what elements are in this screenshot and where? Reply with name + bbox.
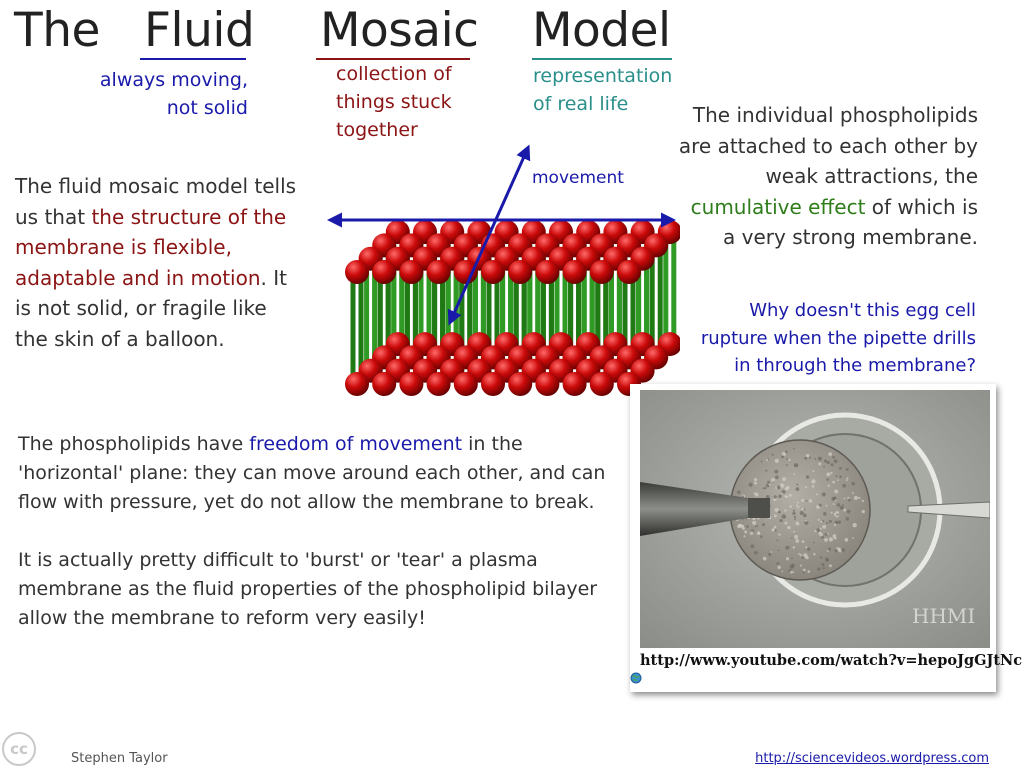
phospholipid-head bbox=[345, 372, 369, 396]
cytoplasm-granule bbox=[805, 520, 807, 522]
phospholipid-head bbox=[617, 260, 641, 284]
cytoplasm-granule bbox=[793, 448, 795, 450]
cytoplasm-granule bbox=[842, 484, 846, 488]
cytoplasm-granule bbox=[826, 478, 829, 481]
cytoplasm-granule bbox=[760, 535, 763, 538]
cytoplasm-granule bbox=[819, 533, 823, 537]
cytoplasm-granule bbox=[828, 452, 832, 456]
cytoplasm-granule bbox=[797, 505, 800, 508]
cytoplasm-granule bbox=[821, 563, 824, 566]
cytoplasm-granule bbox=[822, 525, 826, 529]
attraction-description bbox=[676, 100, 978, 253]
cytoplasm-granule bbox=[800, 511, 804, 515]
cytoplasm-granule bbox=[804, 508, 806, 510]
cytoplasm-granule bbox=[796, 522, 800, 526]
cytoplasm-granule bbox=[787, 526, 791, 530]
cytoplasm-granule bbox=[751, 544, 755, 548]
cytoplasm-granule bbox=[803, 571, 805, 573]
cytoplasm-granule bbox=[827, 550, 829, 552]
cytoplasm-granule bbox=[817, 567, 820, 570]
cytoplasm-granule bbox=[830, 472, 832, 474]
cytoplasm-granule bbox=[755, 493, 759, 497]
cytoplasm-granule bbox=[852, 537, 854, 539]
cytoplasm-granule bbox=[833, 503, 835, 505]
phospholipid-head bbox=[481, 372, 505, 396]
cytoplasm-granule bbox=[767, 481, 770, 484]
cytoplasm-granule bbox=[820, 556, 822, 558]
phospholipid-head bbox=[535, 260, 559, 284]
cytoplasm-granule bbox=[791, 557, 793, 559]
egg-cell-video-panel[interactable] bbox=[630, 384, 1023, 692]
phospholipid-head bbox=[508, 260, 532, 284]
cytoplasm-granule bbox=[778, 511, 781, 514]
cytoplasm-granule bbox=[782, 477, 786, 481]
cytoplasm-granule bbox=[843, 509, 846, 512]
cytoplasm-granule bbox=[793, 571, 795, 573]
cytoplasm-granule bbox=[801, 499, 804, 502]
cytoplasm-granule bbox=[807, 547, 811, 551]
cytoplasm-granule bbox=[831, 512, 833, 514]
description-tail: . It is not solid, or fragile like the skin of a balloon. bbox=[15, 265, 287, 351]
cytoplasm-granule bbox=[784, 522, 787, 525]
cytoplasm-granule bbox=[825, 533, 828, 536]
phospholipid-tail bbox=[351, 272, 356, 384]
fluid-subtitle bbox=[60, 66, 248, 122]
cytoplasm-granule bbox=[794, 516, 796, 518]
cytoplasm-granule bbox=[777, 485, 781, 489]
cytoplasm-granule bbox=[794, 463, 798, 467]
attraction-highlight: cumulative effect bbox=[690, 194, 866, 219]
cytoplasm-granule bbox=[809, 457, 811, 459]
description-lead: The fluid mosaic model tells us that bbox=[15, 174, 297, 229]
cytoplasm-granule bbox=[805, 486, 807, 488]
cytoplasm-granule bbox=[793, 473, 795, 475]
cytoplasm-granule bbox=[794, 535, 798, 539]
cytoplasm-granule bbox=[813, 542, 815, 544]
cytoplasm-granule bbox=[801, 508, 803, 510]
cytoplasm-granule bbox=[832, 456, 835, 459]
cytoplasm-granule bbox=[769, 484, 771, 486]
cytoplasm-granule bbox=[828, 485, 830, 487]
cytoplasm-granule bbox=[784, 516, 786, 518]
cytoplasm-granule bbox=[820, 521, 822, 523]
cytoplasm-granule bbox=[755, 526, 757, 528]
phospholipid-head bbox=[372, 372, 396, 396]
cytoplasm-granule bbox=[781, 455, 784, 458]
cytoplasm-granule bbox=[790, 571, 793, 574]
cytoplasm-granule bbox=[766, 459, 768, 461]
cytoplasm-granule bbox=[826, 472, 830, 476]
cytoplasm-granule bbox=[854, 496, 858, 500]
cytoplasm-granule bbox=[782, 571, 784, 573]
cytoplasm-granule bbox=[796, 484, 798, 486]
movement-label: movement bbox=[532, 168, 624, 188]
cytoplasm-granule bbox=[804, 457, 807, 460]
egg-cell-question: Why doesn't this egg cell rupture when the pipette drills in through the membrane? bbox=[700, 300, 976, 376]
cytoplasm-granule bbox=[786, 464, 788, 466]
cytoplasm-granule bbox=[746, 525, 749, 528]
cytoplasm-granule bbox=[823, 567, 825, 569]
cytoplasm-granule bbox=[846, 479, 848, 481]
cytoplasm-granule bbox=[858, 497, 860, 499]
cytoplasm-granule bbox=[811, 479, 815, 483]
cytoplasm-granule bbox=[812, 485, 815, 488]
cytoplasm-granule bbox=[806, 500, 808, 502]
cytoplasm-granule bbox=[834, 459, 838, 463]
cytoplasm-granule bbox=[758, 532, 760, 534]
cytoplasm-granule bbox=[829, 520, 832, 523]
cytoplasm-granule bbox=[835, 549, 838, 552]
cytoplasm-granule bbox=[814, 458, 816, 460]
model-subtitle-line: of real life bbox=[533, 93, 629, 115]
model-subtitle-line: representation bbox=[533, 65, 673, 87]
creative-commons-icon: cc bbox=[2, 732, 36, 766]
cytoplasm-granule bbox=[844, 498, 846, 500]
cytoplasm-granule bbox=[798, 553, 800, 555]
cytoplasm-granule bbox=[862, 510, 865, 513]
cytoplasm-granule bbox=[829, 537, 833, 541]
cytoplasm-granule bbox=[793, 510, 795, 512]
title-the: The bbox=[14, 3, 100, 58]
mosaic-subtitle-line: together bbox=[336, 119, 418, 141]
phospholipid-head bbox=[481, 260, 505, 284]
cytoplasm-granule bbox=[793, 546, 795, 548]
fluid-subtitle-line: always moving, bbox=[99, 69, 248, 91]
cytoplasm-granule bbox=[812, 470, 814, 472]
cytoplasm-granule bbox=[761, 460, 763, 462]
cytoplasm-granule bbox=[790, 565, 794, 569]
top-layer-heads bbox=[345, 220, 680, 284]
cytoplasm-granule bbox=[803, 553, 807, 557]
cytoplasm-granule bbox=[862, 500, 864, 502]
cytoplasm-granule bbox=[780, 483, 784, 487]
cytoplasm-granule bbox=[841, 548, 845, 552]
cytoplasm-granule bbox=[772, 454, 774, 456]
cytoplasm-granule bbox=[836, 514, 838, 516]
cytoplasm-granule bbox=[826, 461, 830, 465]
cytoplasm-granule bbox=[754, 478, 757, 481]
cytoplasm-granule bbox=[845, 517, 849, 521]
cytoplasm-granule bbox=[781, 493, 783, 495]
cytoplasm-granule bbox=[826, 505, 828, 507]
cytoplasm-granule bbox=[829, 564, 832, 567]
attraction-part2: of which is a very strong membrane. bbox=[723, 194, 978, 249]
cytoplasm-granule bbox=[839, 467, 842, 470]
phospholipid-head bbox=[427, 260, 451, 284]
cytoplasm-granule bbox=[800, 565, 802, 567]
cytoplasm-granule bbox=[842, 504, 844, 506]
phospholipid-head bbox=[590, 260, 614, 284]
burst-paragraph: It is actually pretty difficult to 'burst' or 'tear' a plasma membrane as the fluid properties of the phospholipid bilayer allow the membrane to reform very easily! bbox=[18, 549, 598, 629]
phospholipid-head bbox=[454, 260, 478, 284]
cytoplasm-granule bbox=[786, 458, 788, 460]
cytoplasm-granule bbox=[739, 524, 742, 527]
cytoplasm-granule bbox=[797, 502, 799, 504]
mosaic-subtitle-line: collection of bbox=[336, 63, 452, 85]
cytoplasm-granule bbox=[846, 468, 849, 471]
cytoplasm-granule bbox=[786, 557, 789, 560]
fluid-subtitle-line: not solid bbox=[166, 97, 248, 119]
author-name: Stephen Taylor bbox=[71, 751, 168, 766]
cytoplasm-granule bbox=[832, 534, 836, 538]
cytoplasm-granule bbox=[803, 514, 807, 518]
phospholipid-head bbox=[399, 260, 423, 284]
cytoplasm-granule bbox=[793, 531, 795, 533]
phospholipid-head bbox=[590, 372, 614, 396]
cytoplasm-granule bbox=[749, 483, 753, 487]
cytoplasm-granule bbox=[853, 523, 857, 527]
cytoplasm-granule bbox=[803, 569, 806, 572]
cytoplasm-granule bbox=[778, 534, 780, 536]
cytoplasm-granule bbox=[764, 487, 766, 489]
cytoplasm-granule bbox=[823, 512, 827, 516]
description-highlight: the structure of the membrane is flexible, adaptable and in motion bbox=[15, 204, 287, 290]
attraction-part1: The individual phospholipids are attached to each other by weak attractions, the bbox=[678, 103, 978, 188]
cytoplasm-granule bbox=[750, 531, 754, 535]
cytoplasm-granule bbox=[832, 481, 835, 484]
cytoplasm-granule bbox=[837, 479, 839, 481]
cytoplasm-granule bbox=[775, 475, 779, 479]
cytoplasm-granule bbox=[835, 521, 838, 524]
cytoplasm-granule bbox=[814, 530, 816, 532]
cytoplasm-granule bbox=[806, 475, 809, 478]
cytoplasm-granule bbox=[778, 566, 781, 569]
youtube-link[interactable]: http://www.youtube.com/watch?v=hepoJgGJtNc bbox=[640, 652, 1023, 669]
phospholipid-head bbox=[345, 260, 369, 284]
phospholipid-head bbox=[535, 372, 559, 396]
cytoplasm-granule bbox=[774, 526, 777, 529]
cytoplasm-granule bbox=[831, 463, 834, 466]
freedom-highlight: freedom of movement bbox=[249, 433, 463, 455]
website-link[interactable]: http://sciencevideos.wordpress.com bbox=[755, 751, 989, 766]
cytoplasm-granule bbox=[744, 531, 747, 534]
mosaic-subtitle-line: things stuck bbox=[336, 91, 452, 113]
title-mosaic: Mosaic bbox=[320, 3, 479, 58]
cytoplasm-granule bbox=[756, 525, 758, 527]
title-model: Model bbox=[532, 3, 671, 58]
cytoplasm-granule bbox=[796, 487, 800, 491]
model-subtitle bbox=[533, 62, 672, 118]
cytoplasm-granule bbox=[824, 459, 827, 462]
cytoplasm-granule bbox=[762, 523, 765, 526]
phospholipid-head bbox=[427, 372, 451, 396]
cytoplasm-granule bbox=[785, 546, 789, 550]
cytoplasm-granule bbox=[752, 521, 756, 525]
cytoplasm-granule bbox=[822, 492, 826, 496]
freedom-lead: The phospholipids have bbox=[18, 433, 250, 455]
cytoplasm-granule bbox=[825, 558, 829, 562]
globe-icon bbox=[630, 672, 642, 684]
cytoplasm-granule bbox=[754, 551, 758, 555]
cytoplasm-granule bbox=[837, 503, 841, 507]
cytoplasm-granule bbox=[788, 459, 790, 461]
cytoplasm-granule bbox=[840, 506, 844, 510]
pipette-tip bbox=[748, 498, 770, 518]
cytoplasm-granule bbox=[824, 538, 828, 542]
cytoplasm-granule bbox=[774, 514, 777, 517]
cytoplasm-granule bbox=[828, 547, 831, 550]
cytoplasm-granule bbox=[852, 492, 854, 494]
cytoplasm-granule bbox=[847, 477, 849, 479]
cytoplasm-granule bbox=[816, 493, 818, 495]
cytoplasm-granule bbox=[785, 487, 788, 490]
cytoplasm-granule bbox=[789, 505, 792, 508]
cytoplasm-granule bbox=[819, 504, 822, 507]
cytoplasm-granule bbox=[768, 553, 771, 556]
cytoplasm-granule bbox=[754, 482, 757, 485]
cytoplasm-granule bbox=[789, 494, 792, 497]
cytoplasm-granule bbox=[834, 524, 836, 526]
phospholipid-head bbox=[508, 372, 532, 396]
cytoplasm-granule bbox=[784, 495, 786, 497]
cytoplasm-granule bbox=[813, 553, 815, 555]
cytoplasm-granule bbox=[805, 546, 807, 548]
fluid-underline bbox=[140, 58, 246, 60]
cytoplasm-granule bbox=[775, 508, 779, 512]
cytoplasm-granule bbox=[778, 549, 780, 551]
cytoplasm-granule bbox=[777, 539, 779, 541]
fluid-mosaic-description bbox=[15, 171, 300, 354]
cytoplasm-granule bbox=[818, 462, 821, 465]
cytoplasm-granule bbox=[834, 490, 838, 494]
phospholipid-head bbox=[399, 372, 423, 396]
cytoplasm-granule bbox=[794, 518, 796, 520]
cytoplasm-granule bbox=[836, 475, 838, 477]
title-fluid: Fluid bbox=[144, 3, 255, 58]
cytoplasm-granule bbox=[818, 519, 820, 521]
cytoplasm-granule bbox=[765, 470, 767, 472]
cytoplasm-granule bbox=[839, 475, 842, 478]
cytoplasm-granule bbox=[771, 478, 775, 482]
phospholipid-head bbox=[563, 372, 587, 396]
cytoplasm-granule bbox=[833, 497, 837, 501]
cytoplasm-granule bbox=[845, 538, 849, 542]
cytoplasm-granule bbox=[809, 499, 812, 502]
cytoplasm-granule bbox=[778, 495, 782, 499]
cytoplasm-granule bbox=[808, 570, 811, 573]
cytoplasm-granule bbox=[775, 459, 779, 463]
cytoplasm-granule bbox=[772, 528, 775, 531]
cytoplasm-granule bbox=[742, 527, 745, 530]
mosaic-subtitle bbox=[336, 60, 452, 144]
cytoplasm-granule bbox=[792, 512, 795, 515]
cytoplasm-granule bbox=[818, 457, 822, 461]
cytoplasm-granule bbox=[774, 469, 778, 473]
cytoplasm-granule bbox=[779, 519, 782, 522]
cytoplasm-granule bbox=[784, 509, 786, 511]
phospholipid-head bbox=[372, 260, 396, 284]
cytoplasm-granule bbox=[737, 491, 740, 494]
freedom-tail: in the 'horizontal' plane: they can move around each other, and can flow with pressure, yet do not allow the membrane to break. bbox=[18, 433, 606, 513]
cytoplasm-granule bbox=[770, 551, 772, 553]
cytoplasm-granule bbox=[763, 487, 765, 489]
cytoplasm-granule bbox=[791, 537, 793, 539]
cytoplasm-granule bbox=[823, 466, 825, 468]
phospholipid-head bbox=[454, 372, 478, 396]
phospholipid-bilayer-diagram bbox=[325, 140, 680, 410]
cytoplasm-granule bbox=[773, 495, 777, 499]
cytoplasm-granule bbox=[800, 554, 802, 556]
hhmi-watermark: HHMI bbox=[912, 604, 976, 628]
cytoplasm-granule bbox=[802, 540, 805, 543]
cytoplasm-granule bbox=[848, 498, 851, 501]
cytoplasm-granule bbox=[847, 510, 851, 514]
egg-cell-image[interactable] bbox=[640, 390, 990, 648]
cytoplasm-granule bbox=[851, 482, 855, 486]
cytoplasm-granule bbox=[763, 557, 767, 561]
cytoplasm-granule bbox=[776, 562, 779, 565]
freedom-paragraph bbox=[18, 430, 608, 517]
cytoplasm-granule bbox=[816, 528, 820, 532]
cytoplasm-granule bbox=[795, 539, 799, 543]
cytoplasm-granule bbox=[826, 522, 828, 524]
cytoplasm-granule bbox=[743, 535, 745, 537]
model-underline bbox=[532, 58, 672, 60]
phospholipid-head bbox=[563, 260, 587, 284]
cytoplasm-granule bbox=[822, 520, 824, 522]
